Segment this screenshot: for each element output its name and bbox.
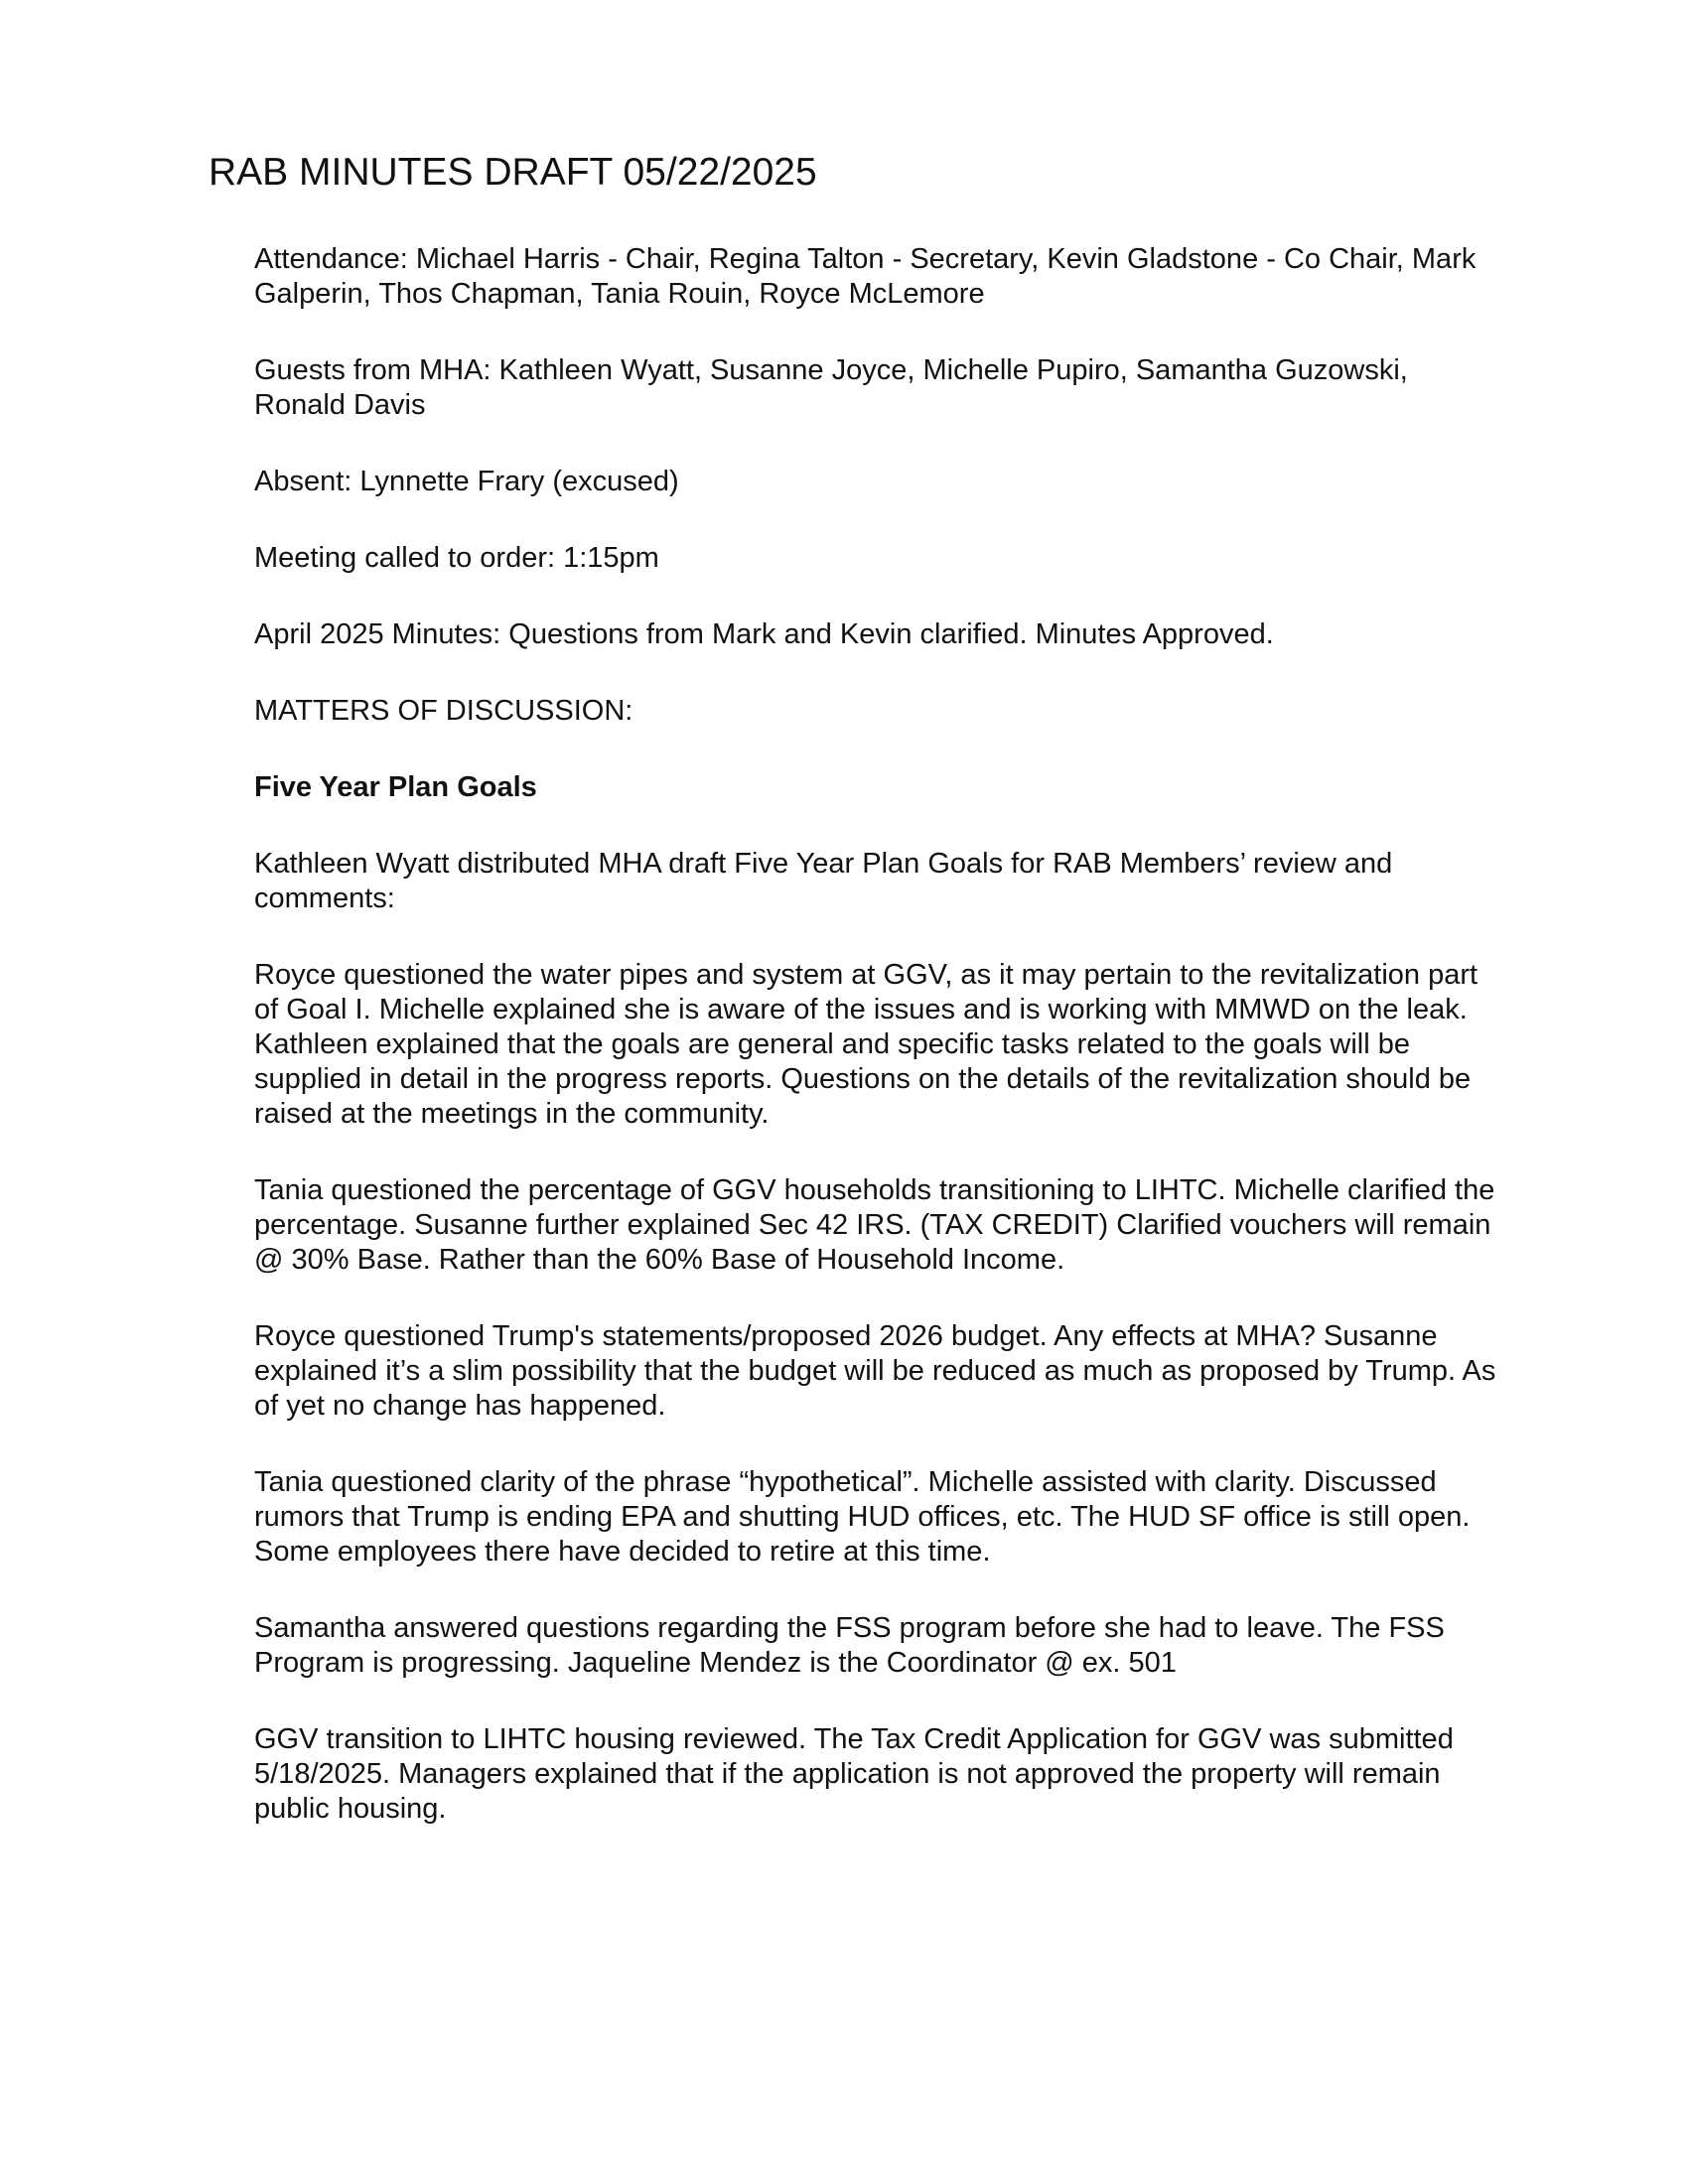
- call-to-order-paragraph: Meeting called to order: 1:15pm: [254, 542, 659, 574]
- discussion-paragraph: Royce questioned Trump's statements/proposed 2026 budget. Any effects at MHA? Susanne explained it’s a slim possibility that the budget will be reduced as much as proposed by Trump. As of yet no change has happened.: [254, 1320, 1496, 1422]
- discussion-paragraph: Tania questioned the percentage of GGV households transitioning to LIHTC. Michelle clarified the percentage. Susanne further explained Sec 42 IRS. (TAX CREDIT) Clarified vouchers will remain @ 30% Base. Rather than the 60% Base of Household Income.: [254, 1174, 1495, 1276]
- april-minutes-paragraph: April 2025 Minutes: Questions from Mark and Kevin clarified. Minutes Approved.: [254, 618, 1274, 650]
- discussion-paragraph: Royce questioned the water pipes and system at GGV, as it may pertain to the revitalization part of Goal I. Michelle explained she is aware of the issues and is working with MMWD on the leak. Kathleen explained that the goals are general and specific tasks related to the goals will be supplied in detail in the progress reports. Questions on the details of the revitalization should be raised at the meetings in the community.: [254, 959, 1478, 1130]
- discussion-paragraph: Kathleen Wyatt distributed MHA draft Five Year Plan Goals for RAB Members’ review and comments:: [254, 848, 1393, 914]
- discussion-paragraph: GGV transition to LIHTC housing reviewed. The Tax Credit Application for GGV was submitted 5/18/2025. Managers explained that if the application is not approved the property will remain public housing.: [254, 1723, 1454, 1825]
- discussion-paragraph: Tania questioned clarity of the phrase “hypothetical”. Michelle assisted with clarity. Discussed rumors that Trump is ending EPA and shutting HUD offices, etc. The HUD SF office is still open. Some employees there have decided to retire at this time.: [254, 1466, 1471, 1568]
- discussion-paragraph: Samantha answered questions regarding the FSS program before she had to leave. The FSS Program is progressing. Jaqueline Mendez is the Coordinator @ ex. 501: [254, 1612, 1445, 1679]
- attendance-paragraph: Attendance: Michael Harris - Chair, Regina Talton - Secretary, Kevin Gladstone - Co Chair, Mark Galperin, Thos Chapman, Tania Rouin, Royce McLemore: [254, 243, 1477, 310]
- guests-paragraph: Guests from MHA: Kathleen Wyatt, Susanne Joyce, Michelle Pupiro, Samantha Guzowski, Ronald Davis: [254, 354, 1408, 421]
- matters-heading: MATTERS OF DISCUSSION:: [254, 695, 633, 727]
- absent-paragraph: Absent: Lynnette Frary (excused): [254, 466, 679, 497]
- document-title: RAB MINUTES DRAFT 05/22/2025: [209, 151, 817, 194]
- section-heading-five-year-plan: Five Year Plan Goals: [254, 771, 537, 803]
- document-body: [254, 242, 1505, 1868]
